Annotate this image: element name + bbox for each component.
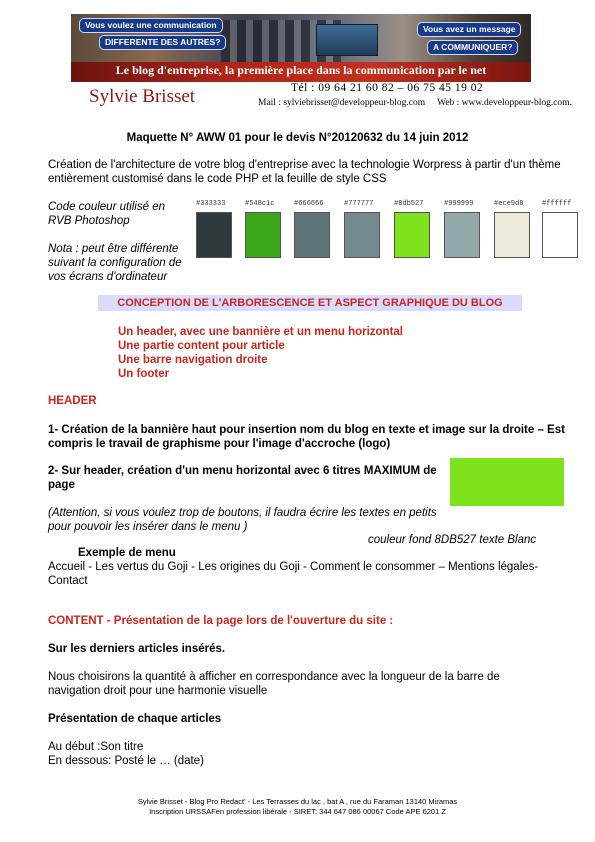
list-item: Un footer <box>118 368 170 380</box>
color-hex-label: #8db527 <box>394 200 424 208</box>
footer-address: Sylvie Brisset - Blog Pro Redact' - Les Terrasses du lac , bat A , rue du Faraman 13140 Miramas <box>137 797 458 806</box>
menu-example-label: Exemple de menu <box>78 547 176 559</box>
menu-color-caption: couleur fond 8DB527 texte Blanc <box>368 534 537 546</box>
banner-bubble-right-bottom: A COMMUNIQUER? <box>427 40 518 55</box>
color-hex-label: #ece9d8 <box>494 200 524 208</box>
color-chip <box>494 212 530 258</box>
color-code-note: Code couleur utilisé en RVB Photoshop <box>48 201 165 227</box>
banner-photo-screen <box>316 24 378 56</box>
color-swatch <box>444 200 484 258</box>
header-point-1: 1- Création de la bannière haut pour insertion nom du blog en texte et image sur la droite – Est compris le travail de graphisme pour l'image d'accroche (logo) <box>48 424 565 450</box>
intro-paragraph: Création de l'architecture de votre blog d'entreprise avec la technologie Worpress à partir d'un thème entièrement customisé dans le code PHP et la feuille de style CSS <box>48 159 561 185</box>
list-item: Une partie content pour article <box>118 340 285 352</box>
color-chip <box>344 212 380 258</box>
color-hex-label: #999999 <box>444 200 474 208</box>
color-hex-label: #ffffff <box>542 200 572 208</box>
color-swatch <box>294 200 334 258</box>
color-hex-label: #333333 <box>196 200 226 208</box>
menu-example: Accueil - Les vertus du Goji - Les origines du Goji - Comment le consommer – Mentions légales- Contact <box>48 561 539 587</box>
document-title: Maquette N° AWW 01 pour le devis N°20120632 du 14 juin 2012 <box>126 132 469 144</box>
header-point-2: 2- Sur header, création d'un menu horizontal avec 6 titres MAXIMUM de page <box>48 465 437 491</box>
color-chip <box>394 212 430 258</box>
structure-list <box>118 325 403 381</box>
list-item: Une barre navigation droite <box>118 354 268 366</box>
color-swatch <box>494 200 534 258</box>
color-swatch <box>394 200 434 258</box>
color-chip <box>245 212 281 258</box>
page-footer <box>0 797 595 817</box>
color-swatch <box>196 200 236 258</box>
article-title-line: Au début :Son titre <box>48 741 144 753</box>
section-heading: CONCEPTION DE L'ARBORESCENCE ET ASPECT GRAPHIQUE DU BLOG <box>98 295 522 311</box>
color-swatch <box>344 200 384 258</box>
banner-slogan: Le blog d'entreprise, la première place dans la communication par le net <box>115 63 487 77</box>
header-section-label: HEADER <box>48 395 97 407</box>
list-item: Un header, avec une bannière et un menu horizontal <box>118 326 404 338</box>
brand-name: Sylvie Brisset <box>89 86 196 107</box>
phone-numbers: Tél : 09 64 21 60 82 – 06 75 45 19 02 <box>291 82 484 94</box>
footer-registration: Inscription URSSAFen profession libérale - SIRET: 344 647 086 00067 Code APE 6201 Z <box>149 807 446 816</box>
color-swatch-row <box>196 200 582 260</box>
color-disclaimer-note: Nota : peut être différente suivant la configuration de vos écrans d'ordinateur <box>48 243 182 283</box>
banner-bubble-right-top: Vous avez un message <box>417 22 521 37</box>
mail-address: Mail : sylviebrisset@developpeur-blog.com <box>258 98 426 108</box>
content-subheading-latest: Sur les derniers articles insérés. <box>48 643 226 655</box>
content-subheading-articles: Présentation de chaque articles <box>48 713 222 725</box>
color-chip <box>196 212 232 258</box>
contact-line <box>258 98 584 108</box>
color-hex-label: #548c1c <box>245 200 275 208</box>
content-section-label: CONTENT - Présentation de la page lors de l'ouverture du site : <box>48 615 394 627</box>
content-paragraph: Nous choisirons la quantité à afficher en correspondance avec la longueur de la barre de navigation droit pour une harmonie visuelle <box>48 671 500 697</box>
color-swatch <box>245 200 285 258</box>
blog-banner <box>71 14 531 82</box>
article-date-line: En dessous: Posté le … (date) <box>48 755 204 767</box>
banner-bubble-left-bottom: DIFFERENTE DES AUTRES? <box>99 35 226 50</box>
color-chip <box>294 212 330 258</box>
menu-attention-note: (Attention, si vous voulez trop de boutons, il faudra écrire les textes en petits pour pouvoir les insérer dans le menu ) <box>48 507 437 533</box>
color-chip <box>542 212 578 258</box>
menu-color-sample <box>450 458 564 506</box>
color-hex-label: #777777 <box>344 200 374 208</box>
banner-bubble-left-top: Vous voulez une communication <box>79 18 223 33</box>
color-chip <box>444 212 480 258</box>
color-hex-label: #666666 <box>294 200 324 208</box>
web-address: Web : www.developpeur-blog.com. <box>437 98 572 108</box>
color-swatch <box>542 200 582 258</box>
